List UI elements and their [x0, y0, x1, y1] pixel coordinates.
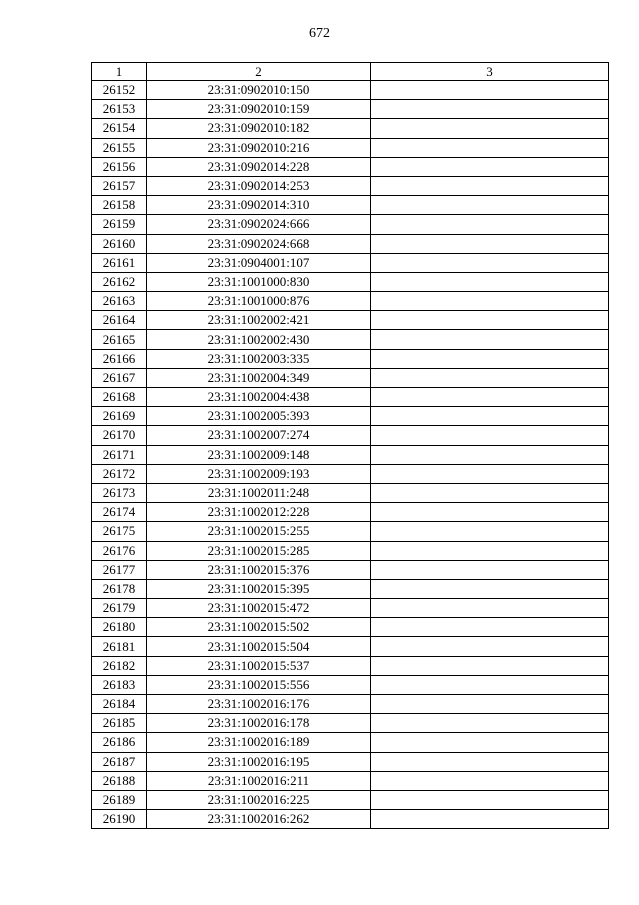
table-row: [92, 215, 609, 234]
row-number-cell: 26152: [92, 81, 147, 100]
table-row: [92, 503, 609, 522]
cadastral-number-cell: 23:31:1002016:178: [147, 714, 371, 733]
table-row: [92, 599, 609, 618]
cadastral-number-cell: 23:31:1002016:262: [147, 810, 371, 829]
table-row: [92, 81, 609, 100]
row-number-cell: 26161: [92, 253, 147, 272]
note-cell: [371, 138, 609, 157]
cadastral-number-cell: 23:31:1002016:189: [147, 733, 371, 752]
note-cell: [371, 368, 609, 387]
cadastral-number-cell: 23:31:1002015:285: [147, 541, 371, 560]
note-cell: [371, 100, 609, 119]
note-cell: [371, 599, 609, 618]
row-number-cell: 26155: [92, 138, 147, 157]
table-row: [92, 560, 609, 579]
row-number-cell: 26177: [92, 560, 147, 579]
cadastral-number-cell: 23:31:1002003:335: [147, 349, 371, 368]
registry-table: [91, 62, 609, 829]
row-number-cell: 26179: [92, 599, 147, 618]
note-cell: [371, 618, 609, 637]
note-cell: [371, 426, 609, 445]
table-row: [92, 196, 609, 215]
note-cell: [371, 196, 609, 215]
note-cell: [371, 752, 609, 771]
note-cell: [371, 637, 609, 656]
cadastral-number-cell: 23:31:0902014:228: [147, 157, 371, 176]
note-cell: [371, 503, 609, 522]
table-row: [92, 771, 609, 790]
table-row: [92, 100, 609, 119]
cadastral-number-cell: 23:31:0902024:666: [147, 215, 371, 234]
table-row: [92, 253, 609, 272]
note-cell: [371, 215, 609, 234]
cadastral-number-cell: 23:31:0904001:107: [147, 253, 371, 272]
table-row: [92, 733, 609, 752]
row-number-cell: 26173: [92, 483, 147, 502]
table-row: [92, 675, 609, 694]
note-cell: [371, 388, 609, 407]
row-number-cell: 26168: [92, 388, 147, 407]
note-cell: [371, 464, 609, 483]
table-row: [92, 695, 609, 714]
page-number: 672: [309, 26, 330, 41]
table-row: [92, 119, 609, 138]
table-row: [92, 349, 609, 368]
cadastral-number-cell: 23:31:1002015:472: [147, 599, 371, 618]
note-cell: [371, 445, 609, 464]
row-number-cell: 26180: [92, 618, 147, 637]
cadastral-number-cell: 23:31:1002009:148: [147, 445, 371, 464]
table-row: [92, 541, 609, 560]
note-cell: [371, 522, 609, 541]
cadastral-number-cell: 23:31:0902010:150: [147, 81, 371, 100]
cadastral-number-cell: 23:31:1002015:376: [147, 560, 371, 579]
note-cell: [371, 810, 609, 829]
row-number-cell: 26176: [92, 541, 147, 560]
row-number-cell: 26185: [92, 714, 147, 733]
cadastral-number-cell: 23:31:0902010:159: [147, 100, 371, 119]
column-header-1: 1: [92, 63, 147, 81]
note-cell: [371, 541, 609, 560]
table-row: [92, 714, 609, 733]
row-number-cell: 26153: [92, 100, 147, 119]
note-cell: [371, 292, 609, 311]
header-row: [92, 63, 609, 81]
row-number-cell: 26157: [92, 176, 147, 195]
row-number-cell: 26163: [92, 292, 147, 311]
table-row: [92, 656, 609, 675]
column-header-3: 3: [371, 63, 609, 81]
table-row: [92, 311, 609, 330]
row-number-cell: 26181: [92, 637, 147, 656]
table-row: [92, 157, 609, 176]
note-cell: [371, 330, 609, 349]
cadastral-number-cell: 23:31:1001000:876: [147, 292, 371, 311]
table-row: [92, 388, 609, 407]
row-number-cell: 26165: [92, 330, 147, 349]
row-number-cell: 26170: [92, 426, 147, 445]
note-cell: [371, 656, 609, 675]
table-row: [92, 522, 609, 541]
table-row: [92, 272, 609, 291]
cadastral-number-cell: 23:31:0902010:216: [147, 138, 371, 157]
cadastral-number-cell: 23:31:0902014:253: [147, 176, 371, 195]
row-number-cell: 26190: [92, 810, 147, 829]
note-cell: [371, 407, 609, 426]
cadastral-number-cell: 23:31:1002004:438: [147, 388, 371, 407]
note-cell: [371, 81, 609, 100]
note-cell: [371, 483, 609, 502]
cadastral-number-cell: 23:31:0902010:182: [147, 119, 371, 138]
row-number-cell: 26158: [92, 196, 147, 215]
table-row: [92, 810, 609, 829]
table-body: [92, 81, 609, 829]
cadastral-number-cell: 23:31:1002012:228: [147, 503, 371, 522]
note-cell: [371, 311, 609, 330]
row-number-cell: 26187: [92, 752, 147, 771]
row-number-cell: 26169: [92, 407, 147, 426]
note-cell: [371, 119, 609, 138]
row-number-cell: 26156: [92, 157, 147, 176]
cadastral-number-cell: 23:31:0902014:310: [147, 196, 371, 215]
cadastral-number-cell: 23:31:1002015:395: [147, 579, 371, 598]
cadastral-number-cell: 23:31:1002005:393: [147, 407, 371, 426]
table-row: [92, 426, 609, 445]
note-cell: [371, 560, 609, 579]
row-number-cell: 26188: [92, 771, 147, 790]
note-cell: [371, 272, 609, 291]
note-cell: [371, 157, 609, 176]
row-number-cell: 26162: [92, 272, 147, 291]
note-cell: [371, 349, 609, 368]
cadastral-number-cell: 23:31:1002011:248: [147, 483, 371, 502]
row-number-cell: 26167: [92, 368, 147, 387]
note-cell: [371, 790, 609, 809]
row-number-cell: 26183: [92, 675, 147, 694]
cadastral-number-cell: 23:31:1002002:421: [147, 311, 371, 330]
cadastral-number-cell: 23:31:1002009:193: [147, 464, 371, 483]
table-row: [92, 176, 609, 195]
table-row: [92, 292, 609, 311]
row-number-cell: 26159: [92, 215, 147, 234]
row-number-cell: 26164: [92, 311, 147, 330]
cadastral-number-cell: 23:31:1002004:349: [147, 368, 371, 387]
row-number-cell: 26186: [92, 733, 147, 752]
row-number-cell: 26182: [92, 656, 147, 675]
note-cell: [371, 579, 609, 598]
row-number-cell: 26154: [92, 119, 147, 138]
cadastral-number-cell: 23:31:1001000:830: [147, 272, 371, 291]
cadastral-number-cell: 23:31:1002015:556: [147, 675, 371, 694]
table-row: [92, 790, 609, 809]
row-number-cell: 26189: [92, 790, 147, 809]
table-row: [92, 579, 609, 598]
row-number-cell: 26166: [92, 349, 147, 368]
cadastral-number-cell: 23:31:1002002:430: [147, 330, 371, 349]
note-cell: [371, 675, 609, 694]
cadastral-number-cell: 23:31:1002016:225: [147, 790, 371, 809]
table-header: [92, 63, 609, 81]
cadastral-number-cell: 23:31:1002007:274: [147, 426, 371, 445]
table-row: [92, 368, 609, 387]
table-row: [92, 637, 609, 656]
row-number-cell: 26172: [92, 464, 147, 483]
table-row: [92, 464, 609, 483]
row-number-cell: 26175: [92, 522, 147, 541]
table-row: [92, 407, 609, 426]
row-number-cell: 26171: [92, 445, 147, 464]
note-cell: [371, 733, 609, 752]
table-row: [92, 618, 609, 637]
cadastral-number-cell: 23:31:1002016:176: [147, 695, 371, 714]
note-cell: [371, 234, 609, 253]
cadastral-number-cell: 23:31:1002016:195: [147, 752, 371, 771]
cadastral-number-cell: 23:31:0902024:668: [147, 234, 371, 253]
cadastral-number-cell: 23:31:1002015:504: [147, 637, 371, 656]
row-number-cell: 26174: [92, 503, 147, 522]
row-number-cell: 26160: [92, 234, 147, 253]
note-cell: [371, 771, 609, 790]
table-row: [92, 483, 609, 502]
table-row: [92, 752, 609, 771]
cadastral-number-cell: 23:31:1002015:255: [147, 522, 371, 541]
note-cell: [371, 695, 609, 714]
cadastral-number-cell: 23:31:1002016:211: [147, 771, 371, 790]
note-cell: [371, 253, 609, 272]
table-row: [92, 330, 609, 349]
cadastral-number-cell: 23:31:1002015:537: [147, 656, 371, 675]
note-cell: [371, 176, 609, 195]
table-row: [92, 138, 609, 157]
row-number-cell: 26178: [92, 579, 147, 598]
column-header-2: 2: [147, 63, 371, 81]
note-cell: [371, 714, 609, 733]
table-row: [92, 445, 609, 464]
row-number-cell: 26184: [92, 695, 147, 714]
table-row: [92, 234, 609, 253]
cadastral-number-cell: 23:31:1002015:502: [147, 618, 371, 637]
